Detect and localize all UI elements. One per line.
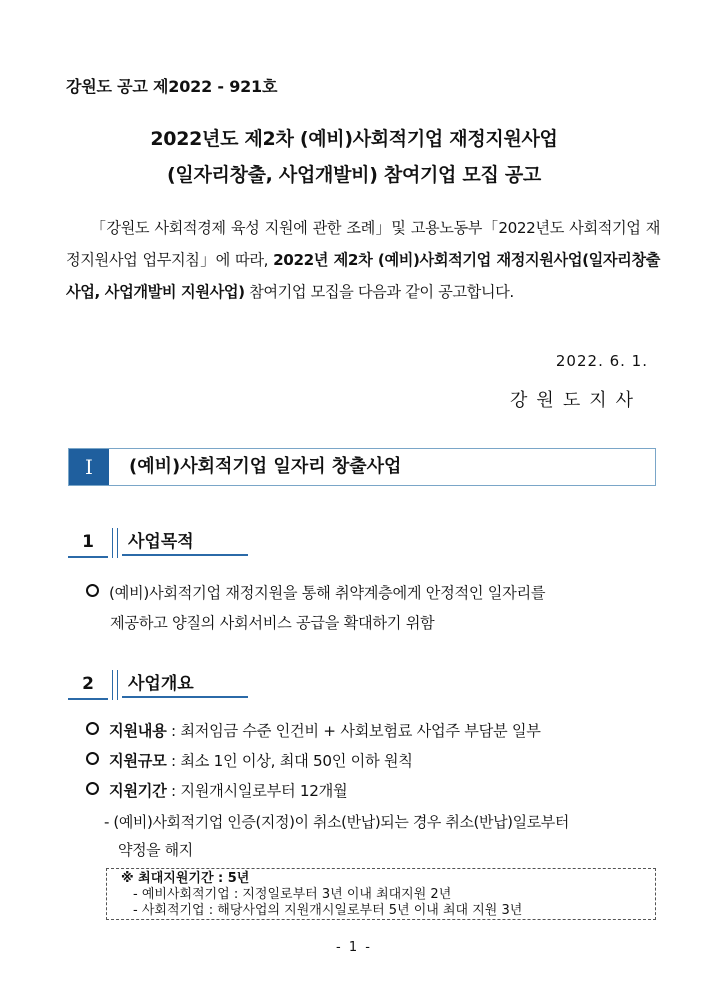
- hollow-circle-bullet-icon: [86, 752, 99, 765]
- section-number: Ⅰ: [69, 449, 109, 485]
- overview-text: : 최소 1인 이상, 최대 50인 이하 원칙: [166, 752, 413, 770]
- overview-item-content: [86, 716, 660, 746]
- intro-paragraph: [66, 212, 660, 308]
- note-box-header: ※ 최대지원기간 : 5년: [121, 871, 250, 886]
- purpose-item: [86, 578, 660, 638]
- subsection-divider: [112, 670, 118, 700]
- purpose-line-2: 제공하고 양질의 사회서비스 공급을 확대하기 위함: [110, 614, 435, 632]
- note-box-line-1: - 예비사회적기업 : 지정일로부터 3년 이내 최대지원 2년: [133, 887, 452, 902]
- intro-text-bold: 2022년 제2차 (예비)사회적기업 재정지원사업(일자리창출사업, 사업개발비 지원사업): [66, 251, 660, 301]
- title-line-1: 2022년도 제2차 (예비)사회적기업 재정지원사업: [150, 128, 558, 150]
- note-box-line-2: - 사회적기업 : 해당사업의 지원개시일로부터 5년 이내 최대 지원 3년: [133, 903, 523, 918]
- overview-item-scale: [86, 746, 660, 776]
- overview-text: : 지원개시일로부터 12개월: [166, 782, 348, 800]
- overview-text: : 최저임금 수준 인건비 + 사회보험료 사업주 부담분 일부: [166, 722, 541, 740]
- period-note-line-1: - (예비)사회적기업 인증(지정)이 취소(반납)되는 경우 취소(반납)일로부터: [104, 813, 569, 831]
- announcement-date: 2022. 6. 1.: [555, 352, 648, 370]
- subsection-number: 2: [68, 670, 108, 700]
- max-support-period-box: [106, 868, 656, 920]
- subsection-divider: [112, 528, 118, 558]
- notice-number: 강원도 공고 제2022 - 921호: [66, 77, 278, 96]
- period-note-line-2: 약정을 해지: [118, 841, 193, 859]
- purpose-line-1: (예비)사회적기업 재정지원을 통해 취약계층에게 안정적인 일자리를: [109, 584, 546, 602]
- section-header: [68, 448, 656, 486]
- overview-label: 지원기간: [109, 782, 167, 800]
- intro-text-1: 「강원도 사회적경제 육성 지원에 관한 조례」및 고용노동부「2022년도 사회적기업 재정지원사업 업무지침」에 따라,: [66, 219, 660, 269]
- subsection-title: 사업개요: [122, 670, 248, 698]
- subsection-number: 1: [68, 528, 108, 558]
- hollow-circle-bullet-icon: [86, 584, 99, 597]
- period-note: [104, 808, 660, 864]
- page-number: - 1 -: [336, 940, 372, 955]
- subsection-title: 사업목적: [122, 528, 248, 556]
- intro-text-2: 참여기업 모집을 다음과 같이 공고합니다.: [244, 283, 514, 301]
- overview-label: 지원내용: [109, 722, 167, 740]
- section-title: (예비)사회적기업 일자리 창출사업: [129, 456, 402, 477]
- issuer-name: 강원도지사: [510, 390, 642, 411]
- overview-label: 지원규모: [109, 752, 167, 770]
- overview-item-period: [86, 776, 660, 806]
- title-line-2: (일자리창출, 사업개발비) 참여기업 모집 공고: [167, 164, 541, 186]
- hollow-circle-bullet-icon: [86, 722, 99, 735]
- hollow-circle-bullet-icon: [86, 782, 99, 795]
